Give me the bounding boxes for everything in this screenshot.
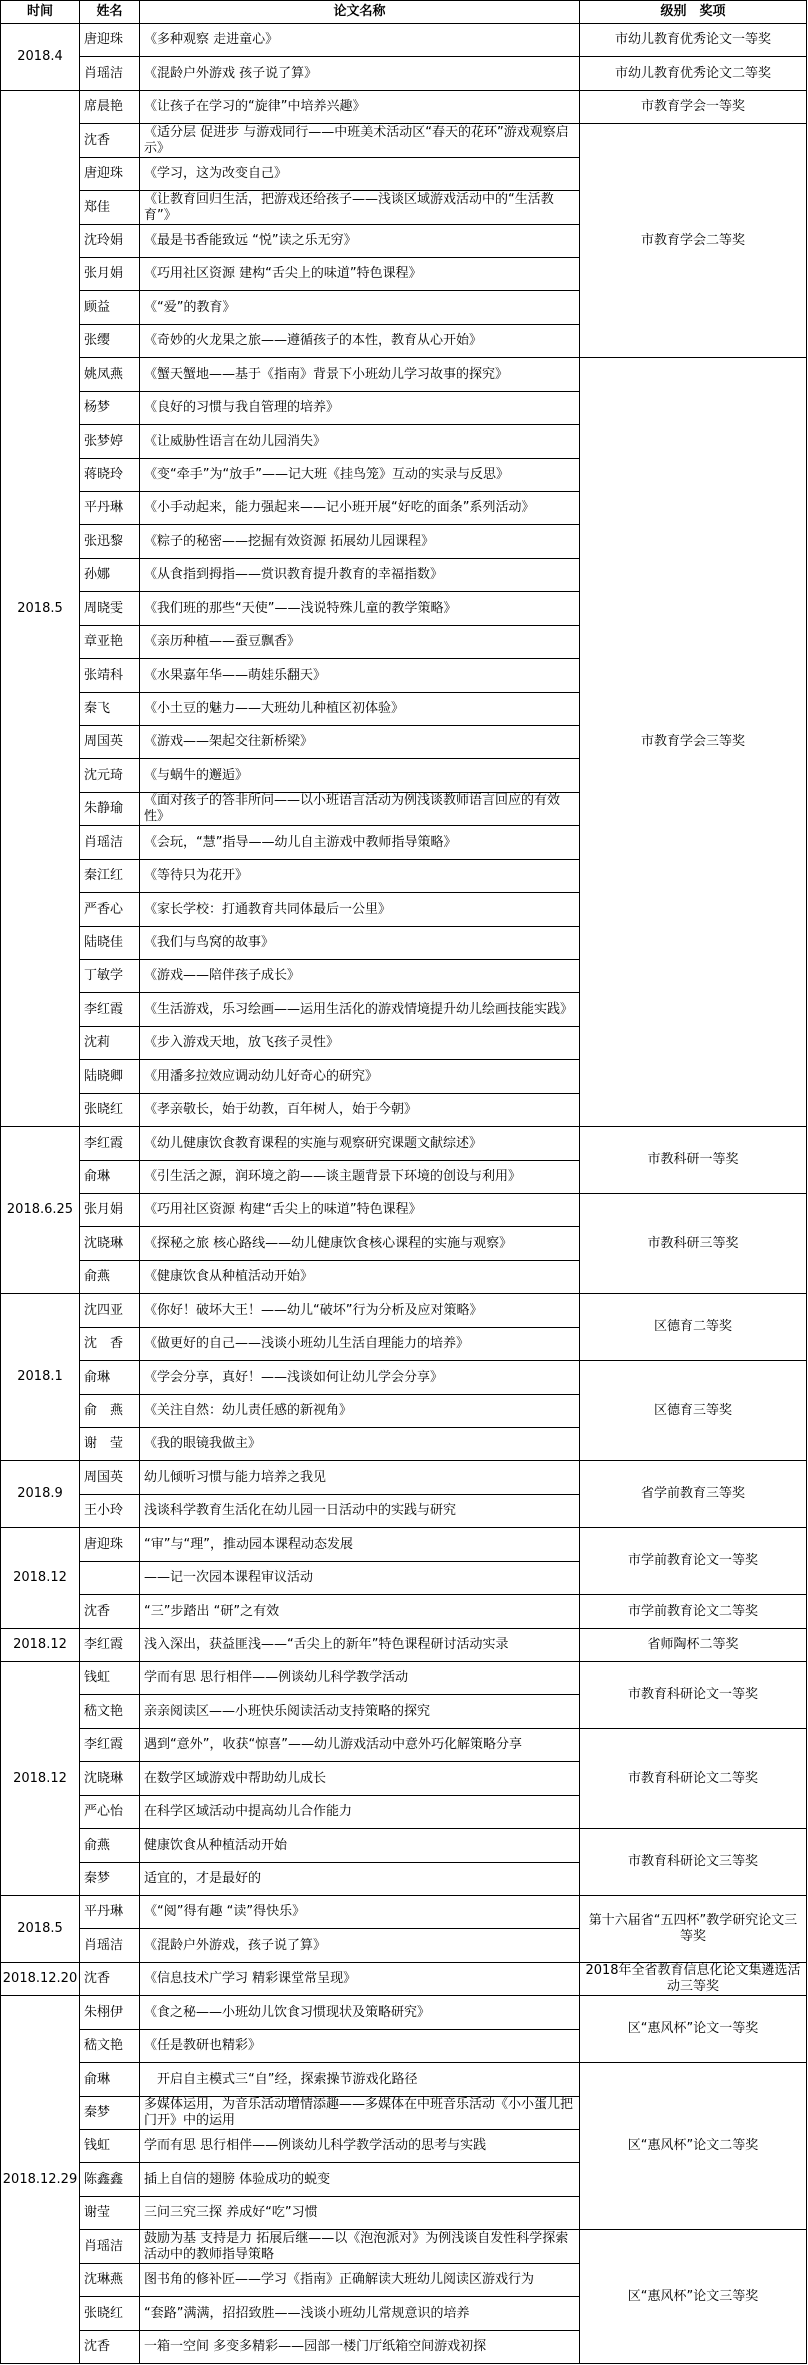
table-row-name: 沈四亚 [80,1294,140,1328]
table-row-name: 嵇文艳 [80,2030,140,2063]
table-row-name: 郑佳 [80,191,140,225]
table-row-title: 适宜的，才是最好的 [140,1863,580,1896]
table-row-title: 《巧用社区资源 构建“舌尖上的味道”特色课程》 [140,1194,580,1227]
table-row-title: 《任是教研也精彩》 [140,2030,580,2063]
group-time: 2018.4 [0,24,80,91]
award-level: 市教科研一等奖 [580,1127,807,1194]
group-time: 2018.12 [0,1528,80,1629]
table-row-name: 周晓雯 [80,592,140,626]
table-row-name: 沈香 [80,124,140,158]
table-row-title: 《“阅”得有趣 “读”得快乐》 [140,1896,580,1929]
table-row-title: 图书角的修补匠——学习《指南》正确解读大班幼儿阅读区游戏行为 [140,2264,580,2297]
table-row-name: 沈香 [80,1595,140,1629]
table-row-name: 张缨 [80,325,140,358]
table-row-name: 朱静瑜 [80,793,140,826]
group-time: 2018.6.25 [0,1127,80,1294]
table-row-name: 张晓红 [80,2297,140,2331]
group-time: 2018.5 [0,91,80,1127]
table-row-title: 《“爱”的教育》 [140,291,580,325]
table-row-title: 幼儿倾听习惯与能力培养之我见 [140,1461,580,1495]
table-row-name: 张梦婷 [80,425,140,459]
table-row-title: 《学习，这为改变自己》 [140,158,580,191]
award-level: 市教育科研论文二等奖 [580,1729,807,1829]
table-row-title: 《游戏——架起交往新桥梁》 [140,726,580,759]
table-row-title: 《我们班的那些“天使”——浅说特殊儿童的教学策略》 [140,592,580,626]
table-row-name: 陆晓佳 [80,927,140,960]
table-row-name: 俞燕 [80,1261,140,1294]
table-row-title: 《幼儿健康饮食教育课程的实施与观察研究课题文献综述》 [140,1127,580,1161]
table-row-title: 《从食指到拇指——赏识教育提升教育的幸福指数》 [140,559,580,592]
group-time: 2018.12 [0,1629,80,1662]
table-row-name: 沈 香 [80,1328,140,1361]
table-row-name: 肖瑶洁 [80,1929,140,1963]
table-row-title: 《亲历种植——蚕豆飘香》 [140,626,580,659]
group-time: 2018.12 [0,1662,80,1896]
group-time: 2018.12.20 [0,1963,80,1996]
table-row-title: 《小手动起来，能力强起来——记小班开展“好吃的面条”系列活动》 [140,492,580,525]
table-row-name: 秦梦 [80,2097,140,2130]
table-row-title: 多媒体运用，为音乐活动增情添趣——多媒体在中班音乐活动《小小蛋儿把门开》中的运用 [140,2097,580,2130]
table-row-title: 《多种观察 走进童心》 [140,24,580,57]
table-row-name: 李红霞 [80,1127,140,1161]
table-row-name: 李红霞 [80,1729,140,1762]
table-row-name: 章亚艳 [80,626,140,659]
table-row-name: 钱虹 [80,1662,140,1695]
table-row-name: 肖瑶洁 [80,57,140,91]
table-row-title: 《让威胁性语言在幼儿园消失》 [140,425,580,459]
award-level: 市教育学会一等奖 [580,91,807,124]
table-row-name: 陆晓卿 [80,1060,140,1094]
table-row-title: 一箱一空间 多变多精彩——园部一楼门厅纸箱空间游戏初探 [140,2331,580,2364]
table-row-title: 《适分层 促进步 与游戏同行——中班美术活动区“春天的花环”游戏观察启示》 [140,124,580,158]
table-row-name: 沈香 [80,1963,140,1996]
table-row-title: 《生活游戏，乐习绘画——运用生活化的游戏情境提升幼儿绘画技能实践》 [140,993,580,1027]
table-row-name [80,1562,140,1595]
table-row-title: 《水果嘉年华——萌娃乐翻天》 [140,659,580,693]
table-row-title: 《做更好的自己——浅谈小班幼儿生活自理能力的培养》 [140,1328,580,1361]
table-row-name: 唐迎珠 [80,24,140,57]
table-row-title: 在数学区域游戏中帮助幼儿成长 [140,1762,580,1796]
table-row-title: 三问三究三探 养成好“吃”习惯 [140,2197,580,2230]
award-level: 区“惠风杯”论文一等奖 [580,1996,807,2063]
table-row-name: 秦飞 [80,693,140,726]
table-row-title: 《蟹天蟹地——基于《指南》背景下小班幼儿学习故事的探究》 [140,358,580,392]
table-row-name: 陈鑫鑫 [80,2163,140,2197]
table-row-title: 浅入深出，获益匪浅——“舌尖上的新年”特色课程研讨活动实录 [140,1629,580,1662]
table-row-title: 《变“牵手”为“放手”——记大班《挂鸟笼》互动的实录与反思》 [140,459,580,492]
table-row-title: 鼓励为基 支持是力 拓展后继——以《泡泡派对》为例浅谈自发性科学探索活动中的教师指导策略 [140,2230,580,2264]
table-row-name: 沈晓琳 [80,1227,140,1261]
award-level: 市幼儿教育优秀论文二等奖 [580,57,807,91]
header-title: 论文名称 [140,0,580,24]
header-time: 时间 [0,0,80,24]
table-row-name: 席晨艳 [80,91,140,124]
table-row-name: 张靖科 [80,659,140,693]
table-row-name: 张月娟 [80,258,140,291]
table-row-name: 沈玲娟 [80,225,140,258]
table-row-name: 沈晓琳 [80,1762,140,1796]
table-row-name: 嵇文艳 [80,1695,140,1729]
table-row-name: 李红霞 [80,993,140,1027]
table-row-name: 俞琳 [80,2063,140,2097]
table-row-title: 《游戏——陪伴孩子成长》 [140,960,580,993]
table-row-title: 《让孩子在学习的“旋律”中培养兴趣》 [140,91,580,124]
table-row-name: 唐迎珠 [80,158,140,191]
table-row-title: “三”步踏出 “研”之有效 [140,1595,580,1629]
table-row-title: 在科学区域活动中提高幼儿合作能力 [140,1796,580,1829]
award-level: 省师陶杯二等奖 [580,1629,807,1662]
award-level: 省学前教育三等奖 [580,1461,807,1528]
table-row-name: 俞琳 [80,1361,140,1395]
group-time: 2018.1 [0,1294,80,1461]
table-row-title: 《你好！破坏大王！——幼儿“破坏”行为分析及应对策略》 [140,1294,580,1328]
table-row-title: 亲亲阅读区——小班快乐阅读活动支持策略的探究 [140,1695,580,1729]
table-row-name: 俞燕 [80,1829,140,1863]
table-row-title: 《食之秘——小班幼儿饮食习惯现状及策略研究》 [140,1996,580,2030]
award-level: 市教科研三等奖 [580,1194,807,1294]
group-time: 2018.12.29 [0,1996,80,2364]
table-row-title: 《学会分享，真好！——浅谈如何让幼儿学会分享》 [140,1361,580,1395]
table-row-name: 俞琳 [80,1161,140,1194]
table-row-name: 沈香 [80,2331,140,2364]
table-row-title: 开启自主模式三“自”经，探索操节游戏化路径 [140,2063,580,2097]
table-row-title: 《信息技术广学习 精彩课堂常呈现》 [140,1963,580,1996]
table-row-title: 《奇妙的火龙果之旅——遵循孩子的本性，教育从心开始》 [140,325,580,358]
table-row-title: 健康饮食从种植活动开始 [140,1829,580,1863]
table-row-title: 《与蜗牛的邂逅》 [140,759,580,793]
table-row-name: 谢 莹 [80,1428,140,1461]
award-level: 市学前教育论文二等奖 [580,1595,807,1629]
award-level: 区“惠风杯”论文三等奖 [580,2230,807,2364]
table-row-name: 沈元琦 [80,759,140,793]
award-level: 2018年全省教育信息化论文集遴选活动三等奖 [580,1963,807,1996]
table-row-name: 杨梦 [80,392,140,425]
table-row-title: 《小土豆的魅力——大班幼儿种植区初体验》 [140,693,580,726]
table-row-title: 《等待只为花开》 [140,860,580,893]
table-row-title: 《家长学校：打通教育共同体最后一公里》 [140,893,580,927]
table-row-name: 俞 燕 [80,1395,140,1428]
table-row-title: 《粽子的秘密——挖掘有效资源 拓展幼儿园课程》 [140,525,580,559]
award-level: 市教育学会三等奖 [580,358,807,1127]
table-row-title: 浅谈科学教育生活化在幼儿园一日活动中的实践与研究 [140,1495,580,1528]
table-row-title: 插上自信的翅膀 体验成功的蜕变 [140,2163,580,2197]
table-row-name: 朱栩伊 [80,1996,140,2030]
award-level: 市学前教育论文一等奖 [580,1528,807,1595]
table-row-name: 唐迎珠 [80,1528,140,1562]
award-level: 市教育科研论文一等奖 [580,1662,807,1729]
group-time: 2018.9 [0,1461,80,1528]
table-row-name: 周国英 [80,726,140,759]
table-row-name: 严心怡 [80,1796,140,1829]
table-row-title: 《让教育回归生活，把游戏还给孩子——浅谈区域游戏活动中的“生活教育”》 [140,191,580,225]
table-row-name: 王小玲 [80,1495,140,1528]
group-time: 2018.5 [0,1896,80,1963]
table-row-name: 严香心 [80,893,140,927]
table-row-title: “审”与“理”，推动园本课程动态发展 [140,1528,580,1562]
table-row-name: 姚凤燕 [80,358,140,392]
table-row-name: 平丹琳 [80,1896,140,1929]
table-row-title: 学而有思 思行相伴——例谈幼儿科学教学活动的思考与实践 [140,2130,580,2163]
header-level: 级别 奖项 [580,0,807,24]
table-row-title: 《会玩，“慧”指导——幼儿自主游戏中教师指导策略》 [140,826,580,860]
table-row-name: 肖瑶洁 [80,826,140,860]
table-row-title: 《关注自然：幼儿责任感的新视角》 [140,1395,580,1428]
table-row-title: 《混龄户外游戏，孩子说了算》 [140,1929,580,1963]
table-row-title: 《我的眼镜我做主》 [140,1428,580,1461]
table-row-name: 沈莉 [80,1027,140,1060]
table-row-title: 《良好的习惯与我自管理的培养》 [140,392,580,425]
table-row-name: 张晓红 [80,1094,140,1127]
table-row-name: 沈琳燕 [80,2264,140,2297]
table-row-name: 张月娟 [80,1194,140,1227]
table-row-title: 《引生活之源，润环境之韵——谈主题背景下环境的创设与利用》 [140,1161,580,1194]
award-level: 区德育三等奖 [580,1361,807,1461]
table-row-title: 《混龄户外游戏 孩子说了算》 [140,57,580,91]
table-row-title: 《最是书香能致远 “悦”读之乐无穷》 [140,225,580,258]
table-row-title: 《步入游戏天地，放飞孩子灵性》 [140,1027,580,1060]
table-row-name: 丁敏学 [80,960,140,993]
table-row-title: 《用潘多拉效应调动幼儿好奇心的研究》 [140,1060,580,1094]
table-row-title: ——记一次园本课程审议活动 [140,1562,580,1595]
award-level: 市教育科研论文三等奖 [580,1829,807,1896]
award-level: 市教育学会二等奖 [580,124,807,358]
table-row-title: 《我们与鸟窝的故事》 [140,927,580,960]
table-row-name: 秦江红 [80,860,140,893]
table-row-title: 《探秘之旅 核心路线——幼儿健康饮食核心课程的实施与观察》 [140,1227,580,1261]
table-row-title: 《健康饮食从种植活动开始》 [140,1261,580,1294]
award-level: 区“惠风杯”论文二等奖 [580,2063,807,2230]
table-row-name: 孙娜 [80,559,140,592]
table-row-title: 《面对孩子的答非所问——以小班语言活动为例浅谈教师语言回应的有效性》 [140,793,580,826]
award-level: 区德育二等奖 [580,1294,807,1361]
table-row-name: 张迅黎 [80,525,140,559]
header-name: 姓名 [80,0,140,24]
table-row-name: 秦梦 [80,1863,140,1896]
table-row-name: 谢莹 [80,2197,140,2230]
table-row-title: 《孝亲敬长，始于幼教，百年树人，始于今朝》 [140,1094,580,1127]
table-row-title: “套路”满满，招招致胜——浅谈小班幼儿常规意识的培养 [140,2297,580,2331]
award-level: 市幼儿教育优秀论文一等奖 [580,24,807,57]
table-row-name: 肖瑶洁 [80,2230,140,2264]
award-level: 第十六届省“五四杯”教学研究论文三等奖 [580,1896,807,1963]
table-row-name: 李红霞 [80,1629,140,1662]
table-row-name: 顾益 [80,291,140,325]
table-row-name: 平丹琳 [80,492,140,525]
table-row-name: 周国英 [80,1461,140,1495]
table-row-name: 蒋晓玲 [80,459,140,492]
table-row-title: 遇到“意外”，收获“惊喜”——幼儿游戏活动中意外巧化解策略分享 [140,1729,580,1762]
table-row-title: 学而有思 思行相伴——例谈幼儿科学教学活动 [140,1662,580,1695]
table-row-name: 钱虹 [80,2130,140,2163]
table-row-title: 《巧用社区资源 建构“舌尖上的味道”特色课程》 [140,258,580,291]
